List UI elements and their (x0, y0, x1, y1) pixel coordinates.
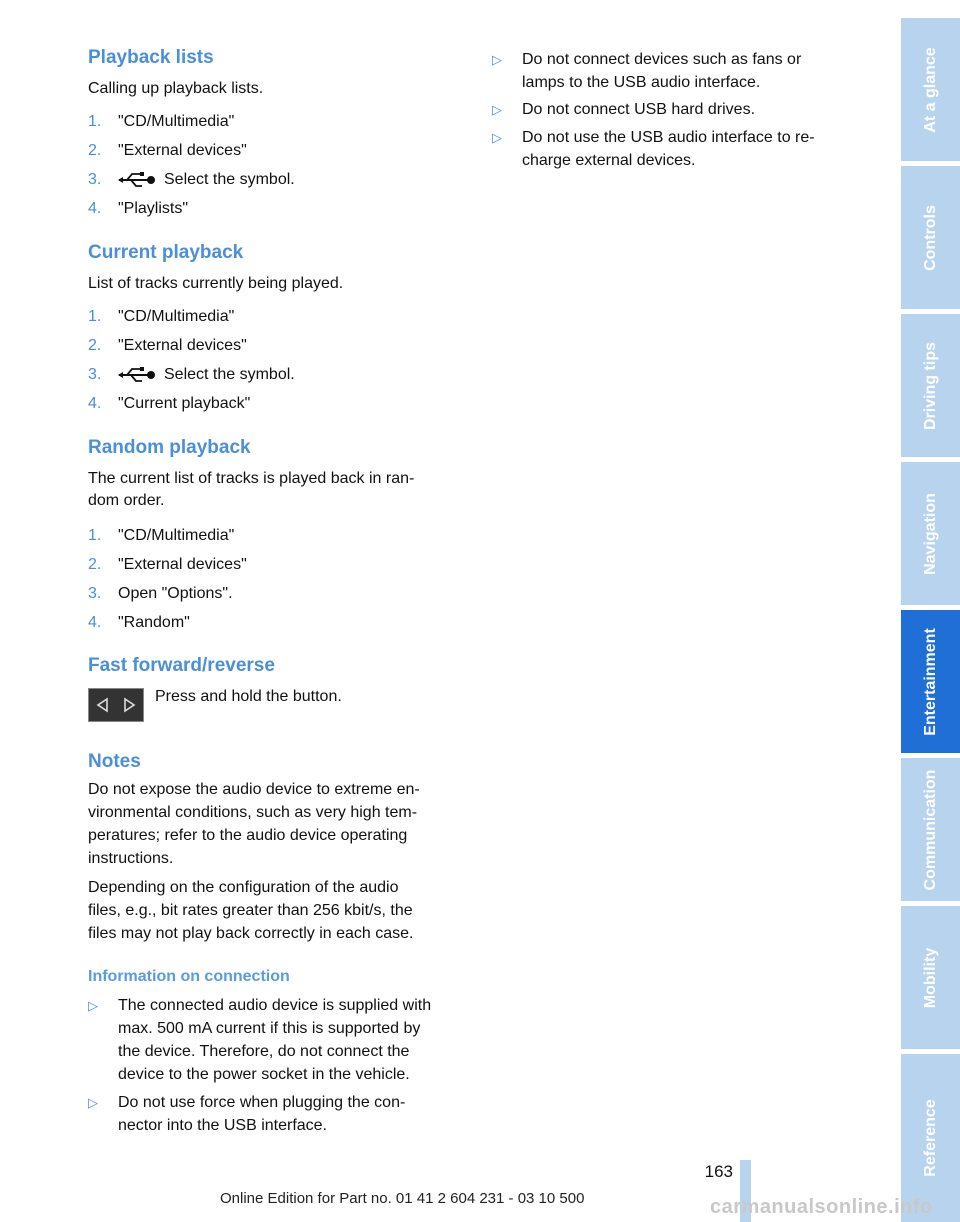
step-text: Select the symbol. (164, 171, 295, 188)
bullet-item: ▷ Do not connect devices such as fans or lamps to the USB audio interface. (492, 48, 852, 94)
footer-edition: Online Edition for Part no. 01 41 2 604 231 - 03 10 500 (220, 1190, 585, 1207)
tab-navigation[interactable]: Navigation (901, 462, 960, 605)
heading-current-playback: Current playback (88, 242, 244, 263)
bullet-item: ▷ Do not connect USB hard drives. (492, 98, 852, 121)
heading-information-on-connection: Information on connection (88, 968, 290, 985)
bullet-item: ▷ Do not use force when plugging the con- nector into the USB interface. (88, 1091, 466, 1137)
triangle-right-icon: ▷ (88, 1095, 98, 1110)
playback-lists-intro: Calling up playback lists. (88, 80, 264, 97)
fast-forward-reverse-button (88, 688, 144, 722)
triangle-right-icon: ▷ (88, 998, 98, 1013)
fast-forward-reverse-icon (89, 689, 143, 721)
tab-at-a-glance[interactable]: At a glance (901, 18, 960, 161)
usb-icon (118, 367, 156, 383)
heading-random-playback: Random playback (88, 437, 251, 458)
notes-paragraph-1: Do not expose the audio device to extreme en- vironmental conditions, such as very high tem- peratures; refer to the audio device operating instructions. (88, 781, 420, 867)
triangle-right-icon: ▷ (492, 52, 502, 67)
step-text: Select the symbol. (164, 366, 295, 383)
heading-playback-lists: Playback lists (88, 47, 214, 68)
tab-entertainment[interactable]: Entertainment (901, 610, 960, 753)
heading-fast-forward-reverse: Fast forward/reverse (88, 655, 275, 676)
watermark: carmanualsonline.info (710, 1196, 933, 1218)
random-playback-intro-2: dom order. (88, 492, 165, 509)
page-number: 163 (704, 1162, 733, 1181)
fast-forward-text: Press and hold the button. (155, 688, 342, 705)
triangle-right-icon: ▷ (492, 102, 502, 117)
tab-communication[interactable]: Communication (901, 758, 960, 901)
bullet-item: ▷ The connected audio device is supplied with max. 500 mA current if this is supported by the device. Therefore, do not connect the device to the power socket in the vehicle. (88, 994, 466, 1086)
notes-paragraph-2: Depending on the configuration of the audio files, e.g., bit rates greater than 256 kbit/s, the files may not play back correctly in each case. (88, 879, 414, 942)
random-playback-intro-1: The current list of tracks is played back in ran- (88, 470, 415, 487)
heading-notes: Notes (88, 751, 141, 772)
current-playback-intro: List of tracks currently being played. (88, 275, 344, 292)
tab-reference[interactable]: Reference (901, 1054, 960, 1222)
triangle-right-icon: ▷ (492, 130, 502, 145)
bullet-item: ▷ Do not use the USB audio interface to re- charge external devices. (492, 126, 852, 172)
usb-icon (118, 172, 156, 188)
tab-controls[interactable]: Controls (901, 166, 960, 309)
tab-driving-tips[interactable]: Driving tips (901, 314, 960, 457)
tab-mobility[interactable]: Mobility (901, 906, 960, 1049)
